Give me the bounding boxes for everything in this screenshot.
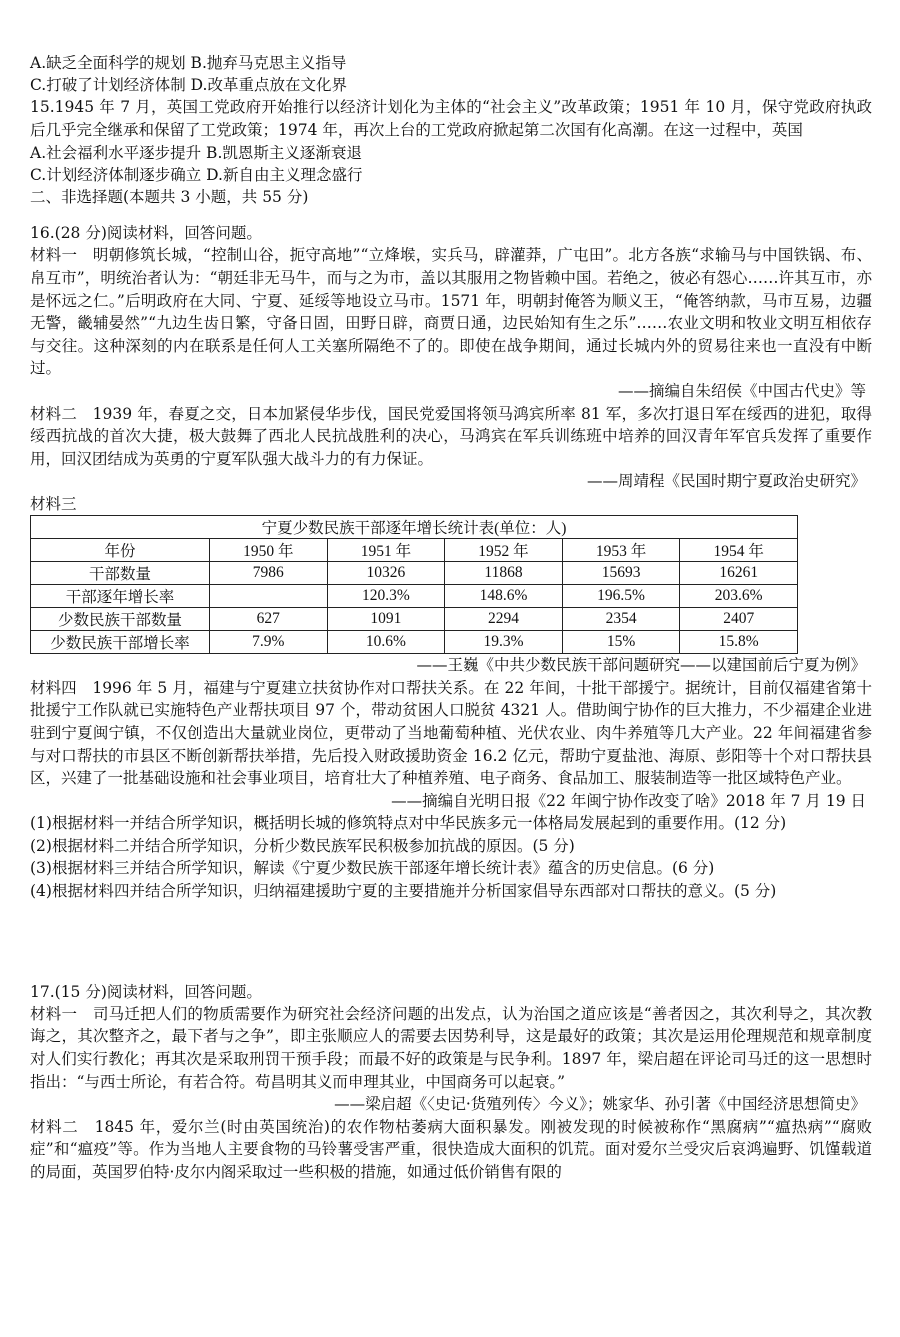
q16-material-2-source: ——周靖程《民国时期宁夏政治史研究》 xyxy=(586,472,866,491)
table-cell: 干部数量 xyxy=(31,562,210,585)
table-cell: 15% xyxy=(562,631,680,654)
table-cell: 干部逐年增长率 xyxy=(31,585,210,608)
table-header-cell: 1950 年 xyxy=(210,539,328,562)
table-row xyxy=(31,631,798,654)
table-row xyxy=(31,562,798,585)
table-cell: 少数民族干部数量 xyxy=(31,608,210,631)
q16-material-1-source: ——摘编自朱绍侯《中国古代史》等 xyxy=(617,381,866,400)
q14-option-cd: C.打破了计划经济体制 D.改革重点放在文化界 xyxy=(30,76,347,95)
table-cell: 2294 xyxy=(445,608,563,631)
table-cell: 11868 xyxy=(445,562,563,585)
q15-stem: 15.1945 年 7 月，英国工党政府开始推行以经济计划化为主体的“社会主义”改革政策；1951 年 10 月，保守党政府执政后几乎完全继承和保留了工党政策；1974 年，再次上台的工党政府掀起第二次国有化高潮。在这一过程中，英国 xyxy=(30,98,872,139)
q14-options xyxy=(30,52,872,96)
q16-question-4: (4)根据材料四并结合所学知识，归纳福建援助宁夏的主要措施并分析国家倡导东西部对口帮扶的意义。(5 分) xyxy=(30,882,777,901)
table-cell: 15.8% xyxy=(680,631,798,654)
table-cell: 203.6% xyxy=(680,585,798,608)
table-cell: 2407 xyxy=(680,608,798,631)
q17-material-1-source: ——梁启超《〈史记·货殖列传〉今义》；姚家华、孙引著《中国经济思想简史》 xyxy=(334,1095,866,1114)
q16-question-2: (2)根据材料二并结合所学知识，分析少数民族军民积极参加抗战的原因。(5 分) xyxy=(30,836,575,855)
table-cell: 2354 xyxy=(562,608,680,631)
q15-option-ab: A.社会福利水平逐步提升 B.凯恩斯主义逐渐衰退 xyxy=(30,143,362,162)
table-header-cell: 1951 年 xyxy=(327,539,445,562)
q16-material-3-label: 材料三 xyxy=(30,494,77,513)
q16-material-4-source: ——摘编自光明日报《22 年闽宁协作改变了啥》2018 年 7 月 19 日 xyxy=(391,791,866,810)
cadre-statistics-table xyxy=(30,515,798,654)
table-cell: 少数民族干部增长率 xyxy=(31,631,210,654)
table-caption: 宁夏少数民族干部逐年增长统计表(单位：人) xyxy=(31,516,798,539)
table-header-row xyxy=(31,539,798,562)
q16 xyxy=(30,222,872,902)
table-header-cell: 1952 年 xyxy=(445,539,563,562)
q16-material-4: 材料四 1996 年 5 月，福建与宁夏建立扶贫协作对口帮扶关系。在 22 年间，十批干部援宁。据统计，目前仅福建省第十批援宁工作队就已实施特色产业帮扶项目 97 个，带动贫困人口脱贫 4321 人。借助闽宁协作的巨大推力，不少福建企业进驻到宁夏闽宁镇，不仅创造出大量就业岗位，更带动了当地葡萄种植、光伏农业、肉牛养殖等几大产业。22 年间福建省参与对口帮扶的市县区不断创新帮扶举措，先后投入财政援助资金 16.2 亿元，帮助宁夏盐池、海原、彭阳等十个对口帮扶县区，兴建了一批基础设施和社会事业项目，培育壮大了种植养殖、电子商务、食品加工、服装制造等一批区域特色产业。 xyxy=(30,678,872,788)
table-cell: 627 xyxy=(210,608,328,631)
exam-page xyxy=(30,52,872,1184)
table-cell: 1091 xyxy=(327,608,445,631)
table-cell: 16261 xyxy=(680,562,798,585)
q14-option-ab: A.缺乏全面科学的规划 B.抛弃马克思主义指导 xyxy=(30,54,347,72)
table-header-cell: 1953 年 xyxy=(562,539,680,562)
table-cell xyxy=(210,585,328,608)
table-cell: 10326 xyxy=(327,562,445,585)
table-cell: 7986 xyxy=(210,562,328,585)
q16-title: 16.(28 分)阅读材料，回答问题。 xyxy=(30,224,262,243)
table-cell: 7.9% xyxy=(210,631,328,654)
table-row xyxy=(31,585,798,608)
q15-option-cd: C.计划经济体制逐步确立 D.新自由主义理念盛行 xyxy=(30,165,363,184)
table-cell: 148.6% xyxy=(445,585,563,608)
q15 xyxy=(30,96,872,186)
table-cell: 196.5% xyxy=(562,585,680,608)
q17-material-2: 材料二 1845 年，爱尔兰(时由英国统治)的农作物枯萎病大面积暴发。刚被发现的时候被称作“黑腐病”“瘟热病”“腐败症”和“瘟疫”等。作为当地人主要食物的马铃薯受害严重，很快造成大面积的饥荒。面对爱尔兰受灾后哀鸿遍野、饥馑载道的局面，英国罗伯特·皮尔内阁采取过一些积极的措施，如通过低价销售有限的 xyxy=(30,1117,872,1182)
section-title: 二、非选择题(本题共 3 小题，共 55 分) xyxy=(30,188,309,206)
q16-material-2: 材料二 1939 年，春夏之交，日本加紧侵华步伐，国民党爱国将领马鸿宾所率 81 军，多次打退日军在绥西的进犯，取得绥西抗战的首次大捷，极大鼓舞了西北人民抗战胜利的决心，马鸿宾在军兵训练班中培养的回汉青年军官兵发挥了重要作用，回汉团结成为英勇的宁夏军队强大战斗力的有力保证。 xyxy=(30,404,872,468)
q16-question-3: (3)根据材料三并结合所学知识，解读《宁夏少数民族干部逐年增长统计表》蕴含的历史信息。(6 分) xyxy=(30,859,715,878)
table-header-cell: 1954 年 xyxy=(680,539,798,562)
table-cell: 120.3% xyxy=(327,585,445,608)
table-cell: 15693 xyxy=(562,562,680,585)
q17-title: 17.(15 分)阅读材料，回答问题。 xyxy=(30,982,262,1001)
table-header-cell: 年份 xyxy=(31,539,210,562)
table-cell: 19.3% xyxy=(445,631,563,654)
q17 xyxy=(30,981,872,1184)
table-row xyxy=(31,608,798,631)
q16-material-3-source: ——王巍《中共少数民族干部问题研究——以建国前后宁夏为例》 xyxy=(416,656,866,675)
q16-question-1: (1)根据材料一并结合所学知识，概括明长城的修筑特点对中华民族多元一体格局发展起到的重要作用。(12 分) xyxy=(30,814,787,833)
q16-material-1: 材料一 明朝修筑长城，“控制山谷，扼守高地”“立烽堠，实兵马，辟灌莽，广屯田”。北方各族“求输马与中国铁锅、布、帛互市”，明统治者认为：“朝廷非无马牛，而与之为市，盖以其服用之物皆赖中国。若绝之，彼必有怨心……许其互市，亦是怀远之仁。”后明政府在大同、宁夏、延绥等地设立马市。1571 年，明朝封俺答为顺义王，“俺答纳款，马市互易，边疆无警，畿辅晏然”“九边生齿日繁，守备日固，田野日辟，商贾日通，边民始知有生之乐”……农业文明和牧业文明互相依存与交往。这种深刻的内在联系是任何人工关塞所隔绝不了的。即使在战争期间，通过长城内外的贸易往来也一直没有中断过。 xyxy=(30,246,872,378)
q17-material-1: 材料一 司马迁把人们的物质需要作为研究社会经济问题的出发点，认为治国之道应该是“善者因之，其次利导之，其次教诲之，其次整齐之，最下者与之争”，即主张顺应人的需要去因势利导，这是最好的政策；其次是运用伦理规范和规章制度对人们实行教化；再其次是采取刑罚干预手段；而最不好的政策是与民争利。1897 年，梁启超在评论司马迁的这一思想时指出：“与西士所论，有若合符。苟昌明其义而申理其业，中国商务可以起衰。” xyxy=(30,1004,872,1091)
table-cell: 10.6% xyxy=(327,631,445,654)
